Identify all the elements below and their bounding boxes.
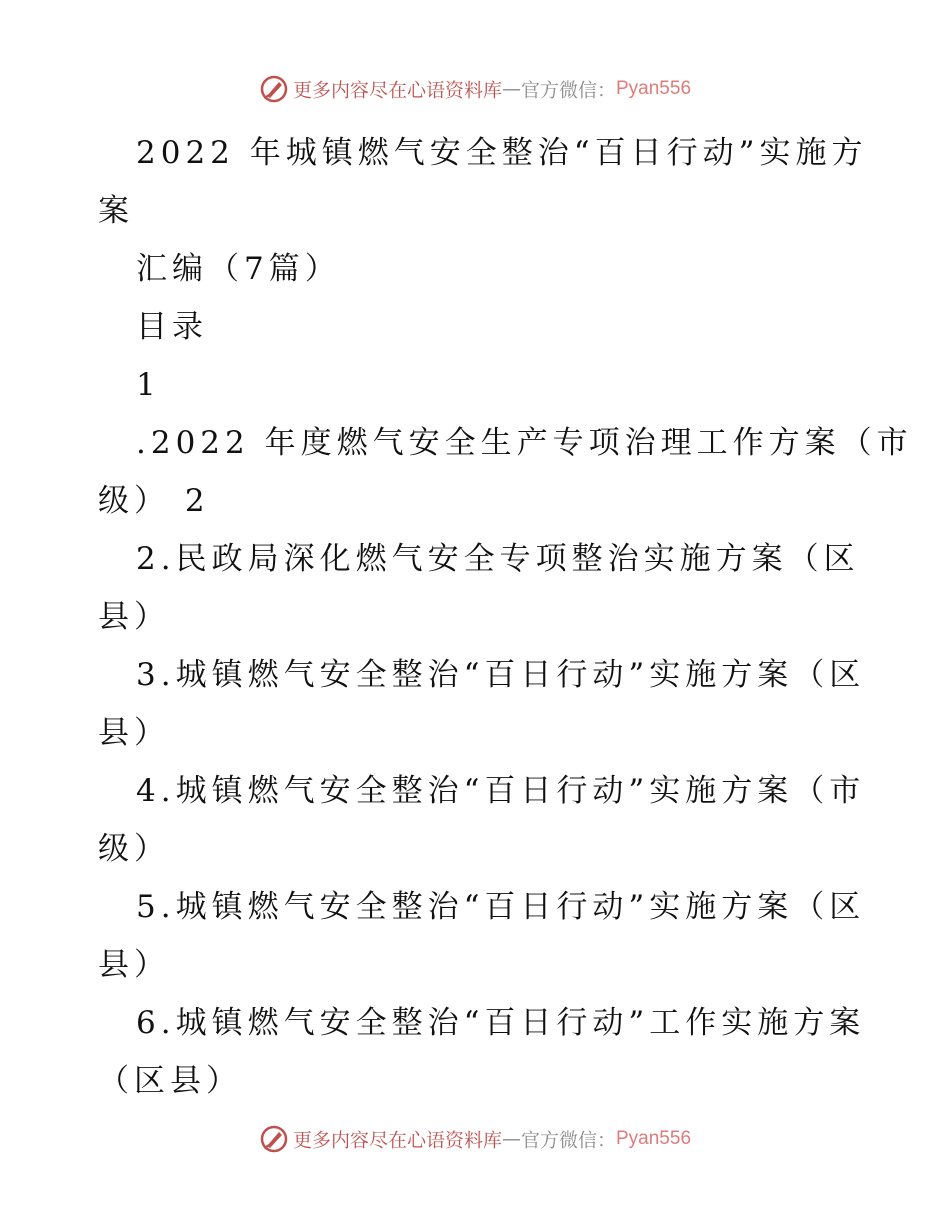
footer-banner (0, 1124, 950, 1154)
document-body (98, 124, 913, 1110)
toc-heading: 目录 (136, 309, 208, 345)
doc-title-line-2: 案 (98, 193, 134, 229)
banner-wechat-id: Pyan556 (616, 1128, 692, 1149)
toc-item-2-line-1: 2.民政局深化燃气安全专项整治实施方案（区 (136, 541, 860, 577)
toc-item-2-line-2: 县） (98, 599, 170, 635)
toc-item-5-line-2: 县） (98, 947, 170, 983)
toc-item-5-line-1: 5.城镇燃气安全整治“百日行动”实施方案（区 (136, 889, 866, 925)
toc-item-6-line-1: 6.城镇燃气安全整治“百日行动”工作实施方案 (136, 1005, 866, 1041)
doc-title-line-1: 2022 年城镇燃气安全整治“百日行动”实施方 (136, 135, 868, 171)
toc-number-1: 1 (136, 367, 161, 403)
banner-wechat-label: 官方微信： (520, 1129, 616, 1152)
banner-wechat-id: Pyan556 (616, 78, 692, 99)
quill-pen-logo-icon (259, 1124, 289, 1154)
banner-dash: — (501, 78, 521, 100)
toc-item-1-line-2: 级） 2 (98, 483, 210, 519)
banner-main-text: 更多内容尽在心语资料库 (292, 79, 502, 102)
quill-pen-logo-icon (259, 74, 289, 104)
toc-item-3-line-2: 县） (98, 715, 170, 751)
header-banner (0, 74, 950, 104)
toc-item-1-line-1: .2022 年度燃气安全生产专项治理工作方案（市 (136, 425, 913, 461)
banner-dash: — (501, 1128, 521, 1150)
banner-wechat-label: 官方微信： (520, 79, 616, 102)
toc-item-3-line-1: 3.城镇燃气安全整治“百日行动”实施方案（区 (136, 657, 866, 693)
banner-main-text: 更多内容尽在心语资料库 (292, 1129, 502, 1152)
toc-item-4-line-2: 级） (98, 831, 170, 867)
toc-item-4-line-1: 4.城镇燃气安全整治“百日行动”实施方案（市 (136, 773, 866, 809)
doc-subtitle: 汇编（7篇） (136, 251, 341, 287)
toc-item-6-line-2: （区县） (98, 1063, 242, 1099)
